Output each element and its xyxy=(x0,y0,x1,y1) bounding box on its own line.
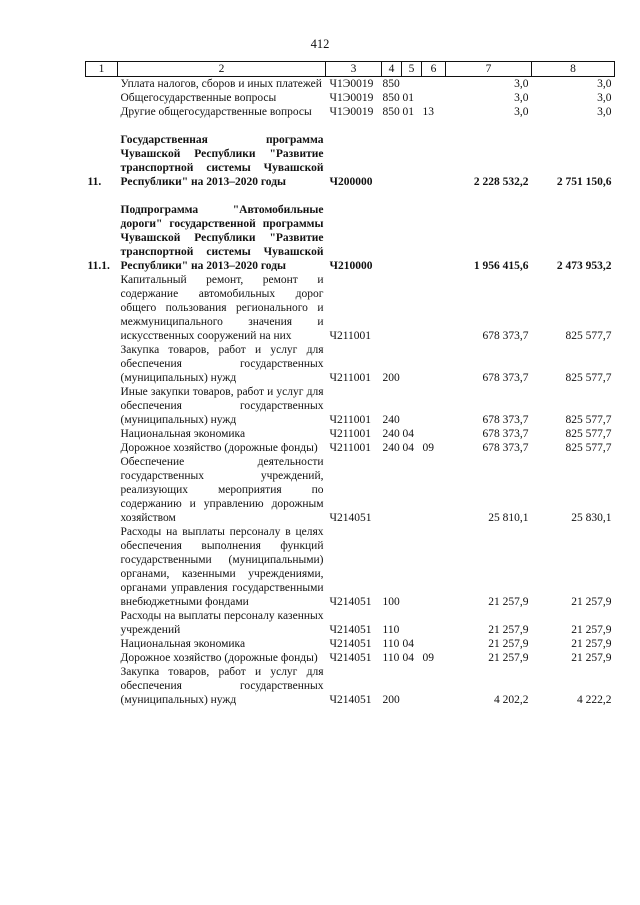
amount-col8: 825 577,7 xyxy=(565,372,612,384)
subsection-code xyxy=(422,455,446,525)
row-number xyxy=(86,105,118,119)
row-name: Дорожное хозяйство (дорожные фонды) xyxy=(120,652,318,664)
row-number xyxy=(86,385,118,427)
subsection-code xyxy=(422,385,446,427)
target-code: Ч211001 xyxy=(329,330,372,342)
target-code: Ч210000 xyxy=(329,260,373,272)
expense-type xyxy=(382,203,402,273)
amount-col7: 678 373,7 xyxy=(482,414,529,426)
section-code xyxy=(402,203,422,273)
page-number: 412 xyxy=(310,37,330,51)
row-number xyxy=(86,525,118,609)
subsection-code xyxy=(422,203,446,273)
column-header: 1 xyxy=(86,62,118,77)
amount-col7: 678 373,7 xyxy=(482,428,529,440)
section-code xyxy=(402,665,422,707)
row-name: Капитальный ремонт, ремонт и содержание автомобильных дорог общего пользования регионального и межмуниципального значения и искусственных сооружений на них xyxy=(120,274,324,342)
table-row xyxy=(86,525,615,609)
subsection-code: 13 xyxy=(422,106,434,118)
expense-type: 850 xyxy=(382,78,400,90)
expense-type: 240 xyxy=(382,442,400,454)
section-code: 04 xyxy=(402,442,414,454)
target-code: Ч1Э0019 xyxy=(329,92,374,104)
target-code: Ч214051 xyxy=(329,624,372,636)
amount-col8: 4 222,2 xyxy=(577,694,612,706)
expense-type: 240 xyxy=(382,414,400,426)
column-header: 6 xyxy=(422,62,446,77)
amount-col8: 3,0 xyxy=(597,92,612,104)
section-code xyxy=(402,273,422,343)
amount-col7: 3,0 xyxy=(514,78,529,90)
expense-type xyxy=(382,133,402,189)
table-row xyxy=(86,609,615,637)
row-name: Другие общегосударственные вопросы xyxy=(120,106,312,118)
amount-col7: 21 257,9 xyxy=(488,652,529,664)
spacer-row xyxy=(86,119,615,133)
target-code: Ч211001 xyxy=(329,428,372,440)
target-code: Ч211001 xyxy=(329,414,372,426)
spacer-cell xyxy=(86,119,615,133)
row-name: Государственная программа Чувашской Республики "Развитие транспортной системы Чувашской Республики" на 2013–2020 годы xyxy=(120,134,324,188)
expense-type: 200 xyxy=(382,372,400,384)
table-row xyxy=(86,273,615,343)
section-code xyxy=(402,77,422,92)
subsection-code xyxy=(422,133,446,189)
row-number xyxy=(86,427,118,441)
expense-type: 110 xyxy=(382,652,400,664)
expense-type: 200 xyxy=(382,694,400,706)
target-code: Ч214051 xyxy=(329,694,372,706)
column-header: 2 xyxy=(118,62,326,77)
section-code: 04 xyxy=(402,428,414,440)
subsection-code xyxy=(422,91,446,105)
row-name: Обеспечение деятельности государственных учреждений, реализующих мероприятия по содержанию и управлению дорожным хозяйством xyxy=(120,456,324,524)
amount-col8: 2 473 953,2 xyxy=(556,260,612,272)
budget-table xyxy=(85,61,615,707)
spacer-cell xyxy=(86,189,615,203)
target-code: Ч211001 xyxy=(329,372,372,384)
table-row xyxy=(86,77,615,92)
row-name: Уплата налогов, сборов и иных платежей xyxy=(120,78,322,90)
amount-col7: 21 257,9 xyxy=(488,638,529,650)
subsection-code xyxy=(422,665,446,707)
subsection-code xyxy=(422,343,446,385)
subsection-code xyxy=(422,637,446,651)
table-row xyxy=(86,91,615,105)
table-row xyxy=(86,651,615,665)
row-number xyxy=(86,441,118,455)
amount-col8: 21 257,9 xyxy=(571,624,612,636)
amount-col8: 25 830,1 xyxy=(571,512,612,524)
table-row xyxy=(86,665,615,707)
row-number xyxy=(86,651,118,665)
amount-col8: 825 577,7 xyxy=(565,330,612,342)
row-name: Закупка товаров, работ и услуг для обеспечения государственных (муниципальных) нужд xyxy=(120,344,324,384)
target-code: Ч200000 xyxy=(329,176,373,188)
target-code: Ч211001 xyxy=(329,442,372,454)
target-code: Ч214051 xyxy=(329,638,372,650)
expense-type: 850 xyxy=(382,92,400,104)
section-code xyxy=(402,343,422,385)
column-header: 5 xyxy=(402,62,422,77)
section-code xyxy=(402,525,422,609)
subsection-code xyxy=(422,77,446,92)
expense-type: 100 xyxy=(382,596,400,608)
row-number xyxy=(86,273,118,343)
table-row xyxy=(86,427,615,441)
amount-col7: 3,0 xyxy=(514,92,529,104)
row-number xyxy=(86,455,118,525)
subsection-code xyxy=(422,427,446,441)
amount-col8: 21 257,9 xyxy=(571,652,612,664)
row-number xyxy=(86,637,118,651)
subsection-code: 09 xyxy=(422,652,434,664)
subsection-code xyxy=(422,609,446,637)
row-number xyxy=(86,609,118,637)
section-code xyxy=(402,455,422,525)
amount-col8: 825 577,7 xyxy=(565,428,612,440)
section-code: 01 xyxy=(402,106,414,118)
table-row xyxy=(86,203,615,273)
expense-type: 850 xyxy=(382,106,400,118)
row-number: 11. xyxy=(87,176,102,188)
target-code: Ч1Э0019 xyxy=(329,78,374,90)
row-name: Национальная экономика xyxy=(120,428,246,440)
section-code: 04 xyxy=(402,652,414,664)
section-code xyxy=(402,385,422,427)
row-name: Иные закупки товаров, работ и услуг для обеспечения государственных (муниципальных) нужд xyxy=(120,386,324,426)
amount-col8: 3,0 xyxy=(597,106,612,118)
amount-col8: 21 257,9 xyxy=(571,638,612,650)
target-code: Ч214051 xyxy=(329,596,372,608)
amount-col7: 3,0 xyxy=(514,106,529,118)
table-row xyxy=(86,105,615,119)
row-name: Закупка товаров, работ и услуг для обеспечения государственных (муниципальных) нужд xyxy=(120,666,324,706)
column-header: 3 xyxy=(326,62,382,77)
amount-col8: 825 577,7 xyxy=(565,442,612,454)
column-header: 8 xyxy=(532,62,615,77)
amount-col8: 2 751 150,6 xyxy=(556,176,612,188)
table-row xyxy=(86,133,615,189)
amount-col8: 3,0 xyxy=(597,78,612,90)
amount-col7: 21 257,9 xyxy=(488,596,529,608)
expense-type xyxy=(382,455,402,525)
row-number xyxy=(86,343,118,385)
row-name: Дорожное хозяйство (дорожные фонды) xyxy=(120,442,318,454)
target-code: Ч214051 xyxy=(329,512,372,524)
expense-type: 110 xyxy=(382,638,400,650)
section-code xyxy=(402,133,422,189)
amount-col8: 825 577,7 xyxy=(565,414,612,426)
row-number xyxy=(86,77,118,92)
row-name: Подпрограмма "Автомобильные дороги" государственной программы Чувашской Республики "Развитие транспортной системы Чувашской Республики" на 2013–2020 годы xyxy=(120,204,324,272)
subsection-code xyxy=(422,273,446,343)
row-number: 11.1. xyxy=(87,260,110,272)
amount-col7: 21 257,9 xyxy=(488,624,529,636)
expense-type: 240 xyxy=(382,428,400,440)
section-code: 01 xyxy=(402,92,414,104)
amount-col7: 25 810,1 xyxy=(488,512,529,524)
table-row xyxy=(86,455,615,525)
table-body xyxy=(86,77,615,708)
row-name: Национальная экономика xyxy=(120,638,246,650)
subsection-code: 09 xyxy=(422,442,434,454)
table-row xyxy=(86,385,615,427)
table-row xyxy=(86,637,615,651)
target-code: Ч214051 xyxy=(329,652,372,664)
target-code: Ч1Э0019 xyxy=(329,106,374,118)
amount-col7: 2 228 532,2 xyxy=(473,176,529,188)
row-number xyxy=(86,665,118,707)
amount-col7: 678 373,7 xyxy=(482,442,529,454)
row-name: Расходы на выплаты персоналу казенных учреждений xyxy=(120,610,324,636)
section-code: 04 xyxy=(402,638,414,650)
expense-type: 110 xyxy=(382,624,400,636)
row-name: Расходы на выплаты персоналу в целях обеспечения выполнения функций государственными (муниципальными) органами, казенными учреждениями, органами управления государственными внебюджетными фондами xyxy=(120,526,324,608)
amount-col7: 1 956 415,6 xyxy=(473,260,529,272)
section-code xyxy=(402,609,422,637)
table-row xyxy=(86,343,615,385)
table-header xyxy=(86,62,615,77)
amount-col8: 21 257,9 xyxy=(571,596,612,608)
column-header: 4 xyxy=(382,62,402,77)
row-number xyxy=(86,91,118,105)
column-header: 7 xyxy=(446,62,532,77)
expense-type xyxy=(382,273,402,343)
row-name: Общегосударственные вопросы xyxy=(120,92,277,104)
amount-col7: 678 373,7 xyxy=(482,372,529,384)
subsection-code xyxy=(422,525,446,609)
table-row xyxy=(86,441,615,455)
amount-col7: 4 202,2 xyxy=(494,694,529,706)
amount-col7: 678 373,7 xyxy=(482,330,529,342)
spacer-row xyxy=(86,189,615,203)
